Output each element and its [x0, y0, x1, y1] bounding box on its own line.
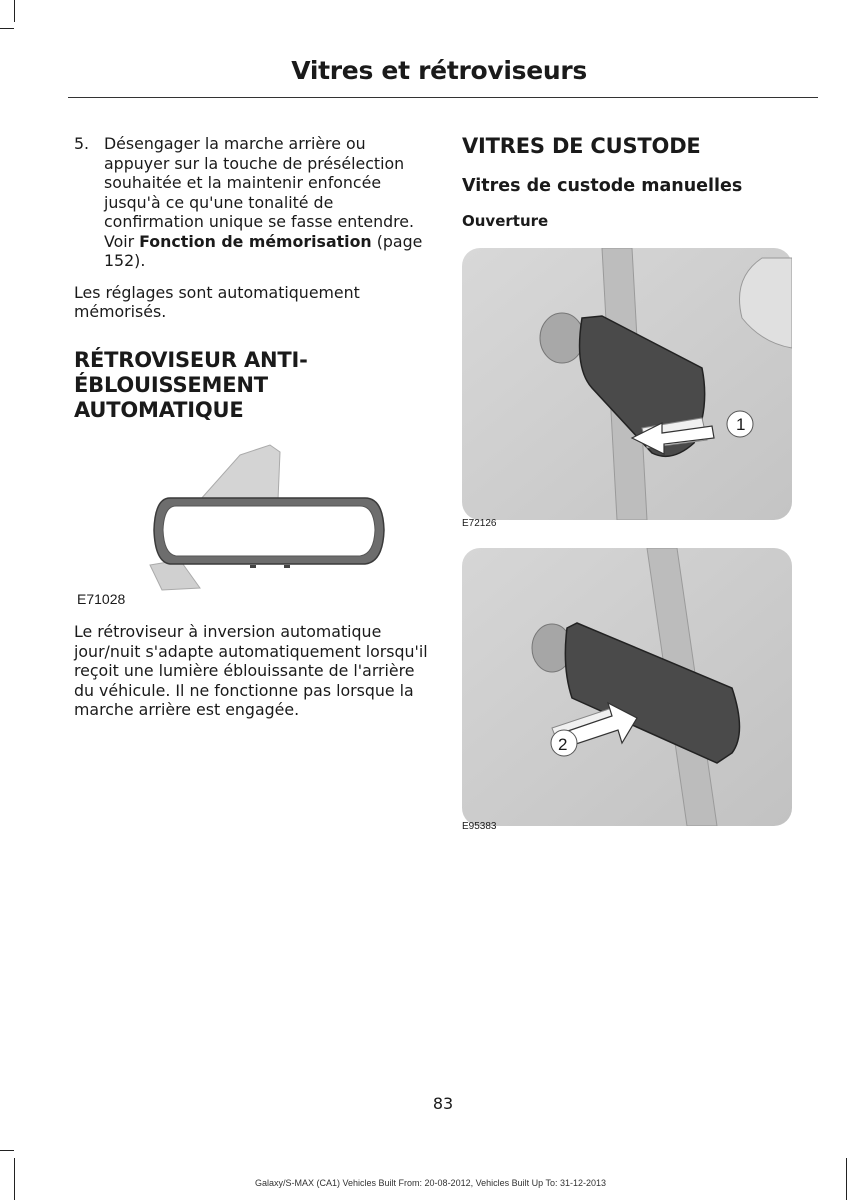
page-number: 83	[432, 1094, 454, 1113]
subheading-manual-quarter-windows: Vitres de custode manuelles	[462, 176, 743, 196]
cross-reference-link[interactable]: Fonction de mémorisation	[139, 231, 372, 251]
quarter-window-latch-figure-2	[462, 548, 792, 826]
crop-mark-bottom-left-h	[0, 1150, 14, 1151]
page-title: Vitres et rétroviseurs	[291, 56, 587, 85]
section-heading-quarter-windows: VITRES DE CUSTODE	[462, 134, 701, 158]
figure-label-2: E95383	[462, 821, 497, 832]
callout-1: 1	[736, 415, 746, 434]
settings-memorised-text: Les réglages sont automatiquement mémorisés.	[74, 282, 360, 321]
step-number: 5.	[74, 134, 90, 153]
figure-label-1: E72126	[462, 518, 497, 529]
step-5	[74, 134, 434, 271]
crop-mark-top-left-h	[0, 28, 14, 29]
title-divider	[68, 97, 818, 98]
callout-2: 2	[558, 735, 568, 754]
rearview-mirror-illustration	[140, 440, 400, 600]
quarter-window-latch-figure-1	[462, 248, 792, 520]
auto-dimming-description: Le rétroviseur à inversion automatique jour/nuit s'adapte automatiquement lorsqu'il reçoit une lumière éblouissante de l'arrière du véhicule. Il ne fonctionne pas lorsque la marche arrière est engagée.	[74, 622, 428, 719]
figure-label-mirror: E71028	[77, 591, 126, 607]
crop-mark-top-left	[14, 0, 15, 22]
right-column	[462, 134, 822, 231]
step-text: Désengager la marche arrière ou appuyer sur la touche de présélection souhaitée et la maintenir enfoncée jusqu'à ce qu'une tonalité de confirmation unique se fasse entendre. Voir Fonction de mémorisation (page 152).	[104, 134, 423, 270]
vehicle-build-note: Galaxy/S-MAX (CA1) Vehicles Built From: 20-08-2012, Vehicles Built Up To: 31-12-2013	[255, 1178, 606, 1188]
left-column	[74, 134, 434, 423]
subheading-opening: Ouverture	[462, 212, 549, 230]
section-heading-auto-dimming-mirror: RÉTROVISEUR ANTI- ÉBLOUISSEMENT AUTOMATIQUE	[74, 347, 308, 422]
